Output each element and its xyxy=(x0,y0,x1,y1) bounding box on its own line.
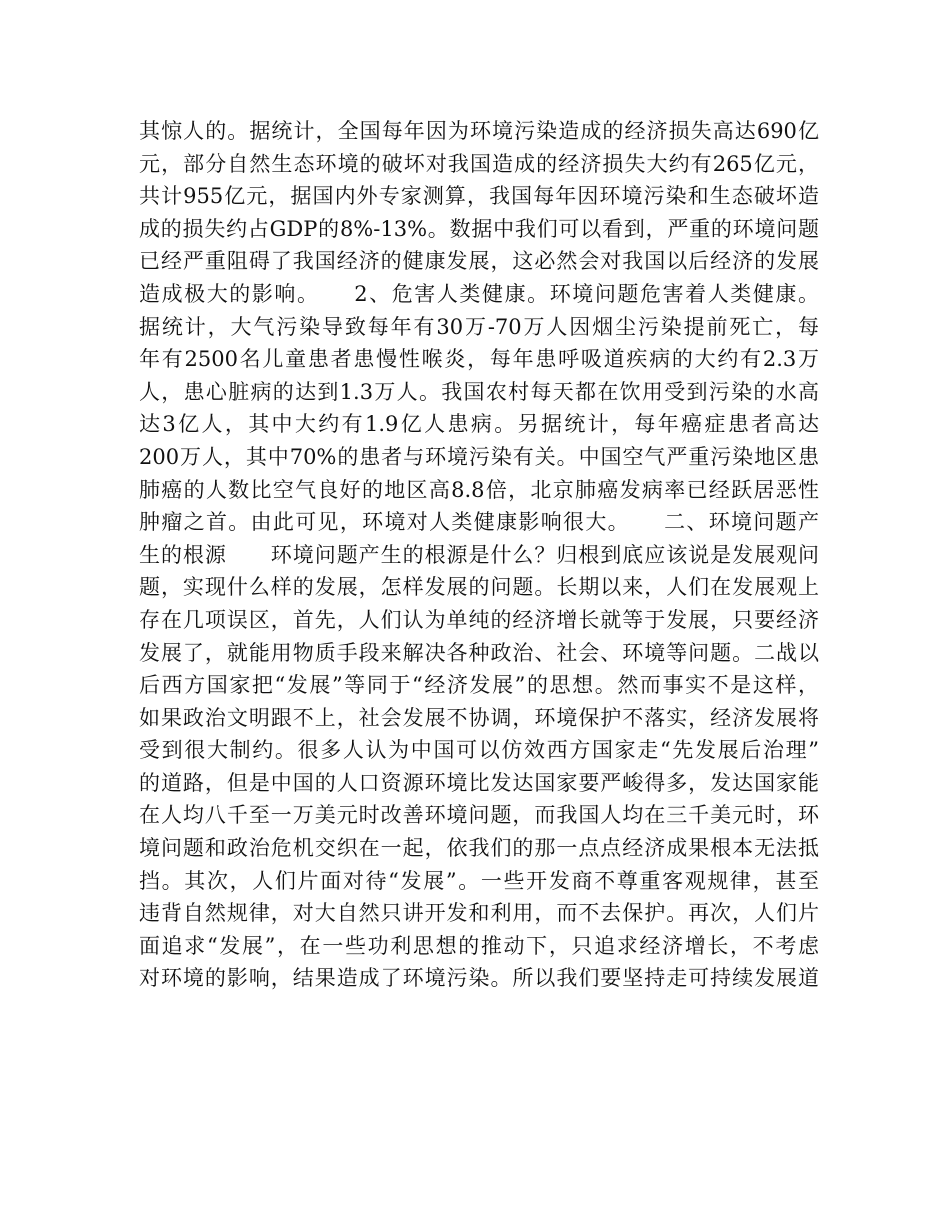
text-line: 题，实现什么样的发展，怎样发展的问题。长期以来，人们在发展观上 xyxy=(139,575,819,600)
text-line: 违背自然规律，对大自然只讲开发和利用，而不去保护。再次，人们片 xyxy=(139,901,819,926)
text-line: 肿瘤之首。由此可见，环境对人类健康影响很大。 二、环境问题产 xyxy=(139,510,819,535)
body-text xyxy=(139,115,819,995)
text-line: 存在几项误区，首先，人们认为单纯的经济增长就等于发展，只要经济 xyxy=(139,607,819,632)
text-line: 受到很大制约。很多人认为中国可以仿效西方国家走“先发展后治理” xyxy=(139,738,819,763)
text-line: 挡。其次，人们片面对待“发展”。一些开发商不尊重客观规律，甚至 xyxy=(139,868,819,893)
text-line: 后西方国家把“发展”等同于“经济发展”的思想。然而事实不是这样， xyxy=(139,673,819,698)
text-line: 成的损失约占GDP的8%-13%。数据中我们可以看到，严重的环境问题 xyxy=(139,216,819,241)
text-line: 如果政治文明跟不上，社会发展不协调，环境保护不落实，经济发展将 xyxy=(139,705,819,730)
text-line: 200万人，其中70%的患者与环境污染有关。中国空气严重污染地区患 xyxy=(139,444,819,469)
text-line: 达3亿人，其中大约有1.9亿人患病。另据统计，每年癌症患者高达 xyxy=(139,412,819,437)
text-line: 的道路，但是中国的人口资源环境比发达国家要严峻得多，发达国家能 xyxy=(139,770,819,795)
text-line: 肺癌的人数比空气良好的地区高8.8倍，北京肺癌发病率已经跃居恶性 xyxy=(139,477,819,502)
text-line: 人，患心脏病的达到1.3万人。我国农村每天都在饮用受到污染的水高 xyxy=(139,379,819,404)
text-line: 生的根源 环境问题产生的根源是什么？归根到底应该说是发展观问 xyxy=(139,542,819,567)
text-line: 对环境的影响，结果造成了环境污染。所以我们要坚持走可持续发展道 xyxy=(139,966,819,991)
text-line: 面追求“发展”，在一些功利思想的推动下，只追求经济增长，不考虑 xyxy=(139,933,819,958)
text-line: 元，部分自然生态环境的破坏对我国造成的经济损失大约有265亿元， xyxy=(139,151,819,176)
text-line: 其惊人的。据统计，全国每年因为环境污染造成的经济损失高达690亿 xyxy=(139,119,819,143)
text-line: 境问题和政治危机交织在一起，依我们的那一点点经济成果根本无法抵 xyxy=(139,836,819,861)
text-line: 在人均八千至一万美元时改善环境问题，而我国人均在三千美元时，环 xyxy=(139,803,819,828)
text-line: 共计955亿元，据国内外专家测算，我国每年因环境污染和生态破坏造 xyxy=(139,184,819,209)
text-line: 据统计，大气污染导致每年有30万-70万人因烟尘污染提前死亡，每 xyxy=(139,314,819,339)
text-line: 发展了，就能用物质手段来解决各种政治、社会、环境等问题。二战以 xyxy=(139,640,819,665)
text-line: 造成极大的影响。 2、危害人类健康。环境问题危害着人类健康。 xyxy=(139,281,819,306)
text-line: 年有2500名儿童患者患慢性喉炎，每年患呼吸道疾病的大约有2.3万 xyxy=(139,347,819,372)
text-line: 已经严重阻碍了我国经济的健康发展，这必然会对我国以后经济的发展 xyxy=(139,249,819,274)
